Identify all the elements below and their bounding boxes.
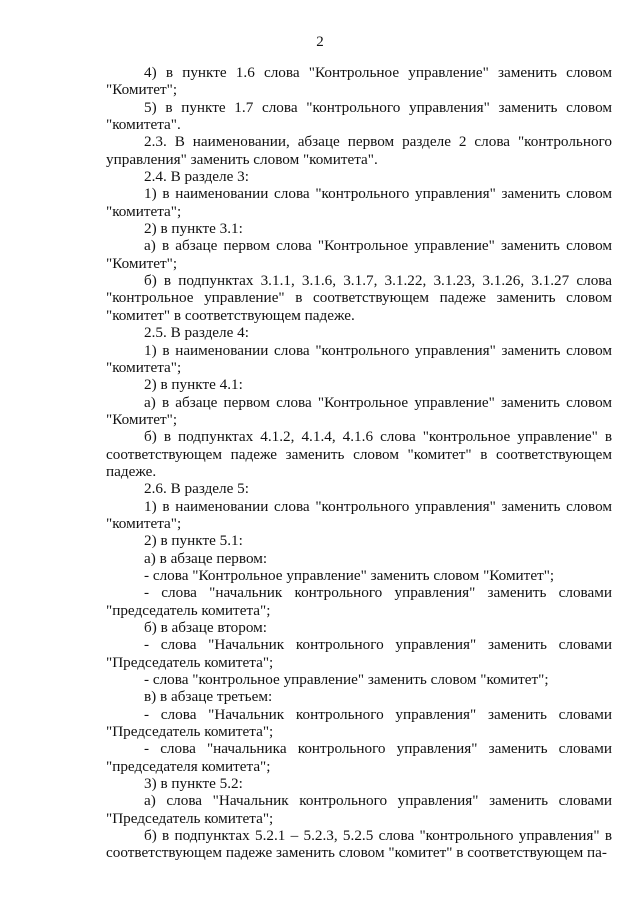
paragraph: - слова "Начальник контрольного управления" заменить словами "Председатель комитета"; xyxy=(106,636,612,671)
paragraph: 2) в пункте 3.1: xyxy=(144,220,243,238)
page-number: 2 xyxy=(316,34,324,50)
paragraph: 2.3. В наименовании, абзаце первом разделе 2 слова "контрольного управления" заменить словом "комитета". xyxy=(106,133,612,168)
paragraph: б) в подпунктах 4.1.2, 4.1.4, 4.1.6 слова "контрольное управление" в соответствующем падеже заменить словом "комитет" в соответствующем падеже. xyxy=(106,428,612,480)
paragraph: б) в подпунктах 5.2.1 – 5.2.3, 5.2.5 слова "контрольного управления" в соответствующем падеже заменить словом "комитет" в соответствующем па- xyxy=(106,827,612,862)
paragraph: в) в абзаце третьем: xyxy=(144,688,273,706)
paragraph: б) в подпунктах 3.1.1, 3.1.6, 3.1.7, 3.1.22, 3.1.23, 3.1.26, 3.1.27 слова "контрольное управление" в соответствующем падеже заменить словом "комитет" в соответствующем падеже. xyxy=(106,272,612,324)
paragraph: 2.6. В разделе 5: xyxy=(144,480,249,498)
paragraph: - слова "Начальник контрольного управления" заменить словами "Председатель комитета"; xyxy=(106,705,612,741)
paragraph: б) в абзаце втором: xyxy=(144,619,267,636)
paragraph: 4) в пункте 1.6 слова "Контрольное управление" заменить словом "Комитет"; xyxy=(106,64,612,99)
paragraph: - слова "контрольное управление" заменить словом "комитет"; xyxy=(144,671,549,689)
paragraph: а) слова "Начальник контрольного управления" заменить словами "Председатель комитета"; xyxy=(106,792,612,827)
document-body xyxy=(106,64,612,862)
paragraph: а) в абзаце первом: xyxy=(144,549,268,567)
paragraph: 2.5. В разделе 4: xyxy=(144,324,249,342)
paragraph: 1) в наименовании слова "контрольного управления" заменить словом "комитета"; xyxy=(106,497,612,532)
paragraph: а) в абзаце первом слова "Контрольное управление" заменить словом "Комитет"; xyxy=(106,393,612,428)
paragraph: 2) в пункте 5.1: xyxy=(144,532,243,550)
paragraph: - слова "начальник контрольного управления" заменить словами "председатель комитета"; xyxy=(106,584,612,619)
paragraph: 3) в пункте 5.2: xyxy=(144,775,243,793)
paragraph: 2.4. В разделе 3: xyxy=(144,168,249,186)
paragraph: 1) в наименовании слова "контрольного управления" заменить словом "комитета"; xyxy=(106,341,612,376)
paragraph: а) в абзаце первом слова "Контрольное управление" заменить словом "Комитет"; xyxy=(106,237,612,272)
paragraph: - слова "начальника контрольного управления" заменить словами "председателя комитета"; xyxy=(106,740,612,775)
paragraph: 5) в пункте 1.7 слова "контрольного управления" заменить словом "комитета". xyxy=(106,98,612,134)
paragraph: - слова "Контрольное управление" заменить словом "Комитет"; xyxy=(144,566,555,584)
paragraph: 1) в наименовании слова "контрольного управления" заменить словом "комитета"; xyxy=(106,185,612,220)
paragraph: 2) в пункте 4.1: xyxy=(144,376,243,394)
